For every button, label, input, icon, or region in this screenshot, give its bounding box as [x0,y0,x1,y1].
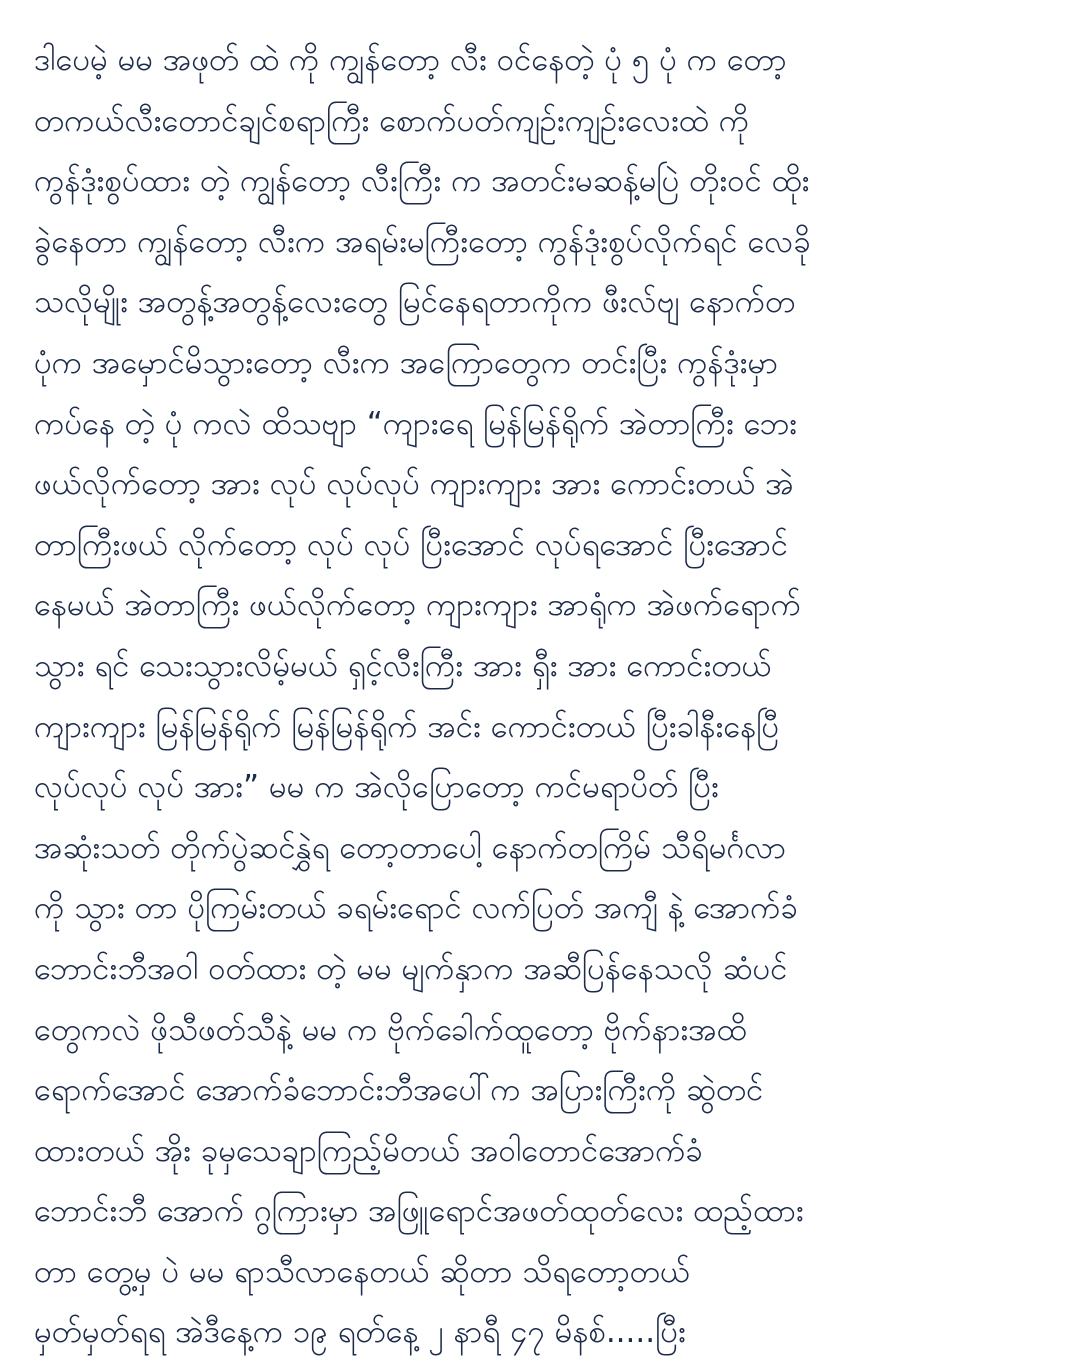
story-line: ပုံက အမှောင်မိသွားတော့ လီးက အကြောတွေက တင်းပြီး ကွန်ဒုံးမှာ [34,344,778,381]
story-line: လုပ်လုပ် လုပ် အား” မမ က အဲလိုပြောတော့ ကင်မရာပိတ် ပြီး [34,769,719,806]
story-line: ဖယ်လိုက်တော့ အား လုပ် လုပ်လုပ် ကျားကျား အား ကောင်းတယ် အဲ [34,466,794,503]
story-line: ဘောင်းဘီအဝါ ဝတ်ထား တဲ့ မမ မျက်နှာက အဆီပြန်နေသလို ဆံပင် [34,950,788,987]
story-line: တွေကလဲ ဖိုသီဖတ်သီနဲ့ မမ က ဗိုက်ခေါက်ထူတော့ ဗိုက်နားအထိ [34,1011,747,1048]
story-line: တာကြီးဖယ် လိုက်တော့ လုပ် လုပ် ပြီးအောင် လုပ်ရအောင် ပြီးအောင် [34,526,789,563]
story-line: တကယ်လီးတောင်ချင်စရာကြီး စောက်ပတ်ကျဉ်းကျဉ်းလေးထဲ ကို [34,102,750,139]
story-line: ကျားကျား မြန်မြန်ရိုက် မြန်မြန်ရိုက် အင်း ကောင်းတယ် ပြီးခါနီးနေပြီ [34,708,780,745]
story-line: ဒါပေမဲ့ မမ အဖုတ် ထဲ ကို ကျွန်တော့ လီး ဝင်နေတဲ့ ပုံ ၅ ပုံ က တော့ [34,42,787,78]
story-line: သွား ရင် သေးသွားလိမ့်မယ် ရှင့်လီးကြီး အား ရှီး အား ကောင်းတယ် [34,647,772,684]
story-line: ထားတယ် အိုး ခုမှသေချာကြည့်မိတယ် အဝါတောင်အောက်ခံ [34,1132,703,1169]
story-line: ကွန်ဒုံးစွပ်ထား တဲ့ ကျွန်တော့ လီးကြီး က အတင်းမဆန့်မပြဲ တိုးဝင် ထိုး [34,163,810,200]
story-line: ကပ်နေ တဲ့ ပုံ ကလဲ ထိသဗျာ “ကျားရေ မြန်မြန်ရိုက် အဲတာကြီး ဘေး [34,405,798,442]
story-line: နေမယ် အဲတာကြီး ဖယ်လိုက်တော့ ကျားကျား အာရုံက အဲဖက်ရောက် [34,587,801,624]
story-text [34,30,1054,1363]
story-line: အဆုံးသတ် တိုက်ပွဲဆင်နွှဲရ တော့တာပေါ့ နောက်တကြိမ် သီရိမင်္ဂလာ [34,829,786,866]
story-line: ဘောင်းဘီ အောက် ဂွကြားမှာ အဖြူရောင်အဖတ်ထုတ်လေး ထည့်ထား [34,1193,804,1230]
story-line: မှတ်မှတ်ရရ အဲဒီနေ့က ၁၉ ရတ်နေ့ ၂ နာရီ ၄၇ မိနစ်.....ပြီး [34,1314,686,1351]
story-line: ကို သွား တာ ပိုကြမ်းတယ် ခရမ်းရောင် လက်ပြတ် အကျီ နဲ့ အောက်ခံ [34,890,798,927]
story-line: ခွဲနေတာ ကျွန်တော့ လီးက အရမ်းမကြီးတော့ ကွန်ဒုံးစွပ်လိုက်ရင် လေခို [34,223,811,260]
story-line: ရောက်အောင် အောက်ခံဘောင်းဘီအပေါ်က အပြားကြီးကို ဆွဲတင် [34,1072,764,1109]
story-line: သလိုမျိုး အတွန့်အတွန့်လေးတွေ မြင်နေရတာကိုက ဖီးလ်ဗျ နောက်တ [34,284,796,321]
story-line: တာ တွေ့မှ ပဲ မမ ရာသီလာနေတယ် ဆိုတာ သိရတော့တယ် [34,1253,691,1290]
